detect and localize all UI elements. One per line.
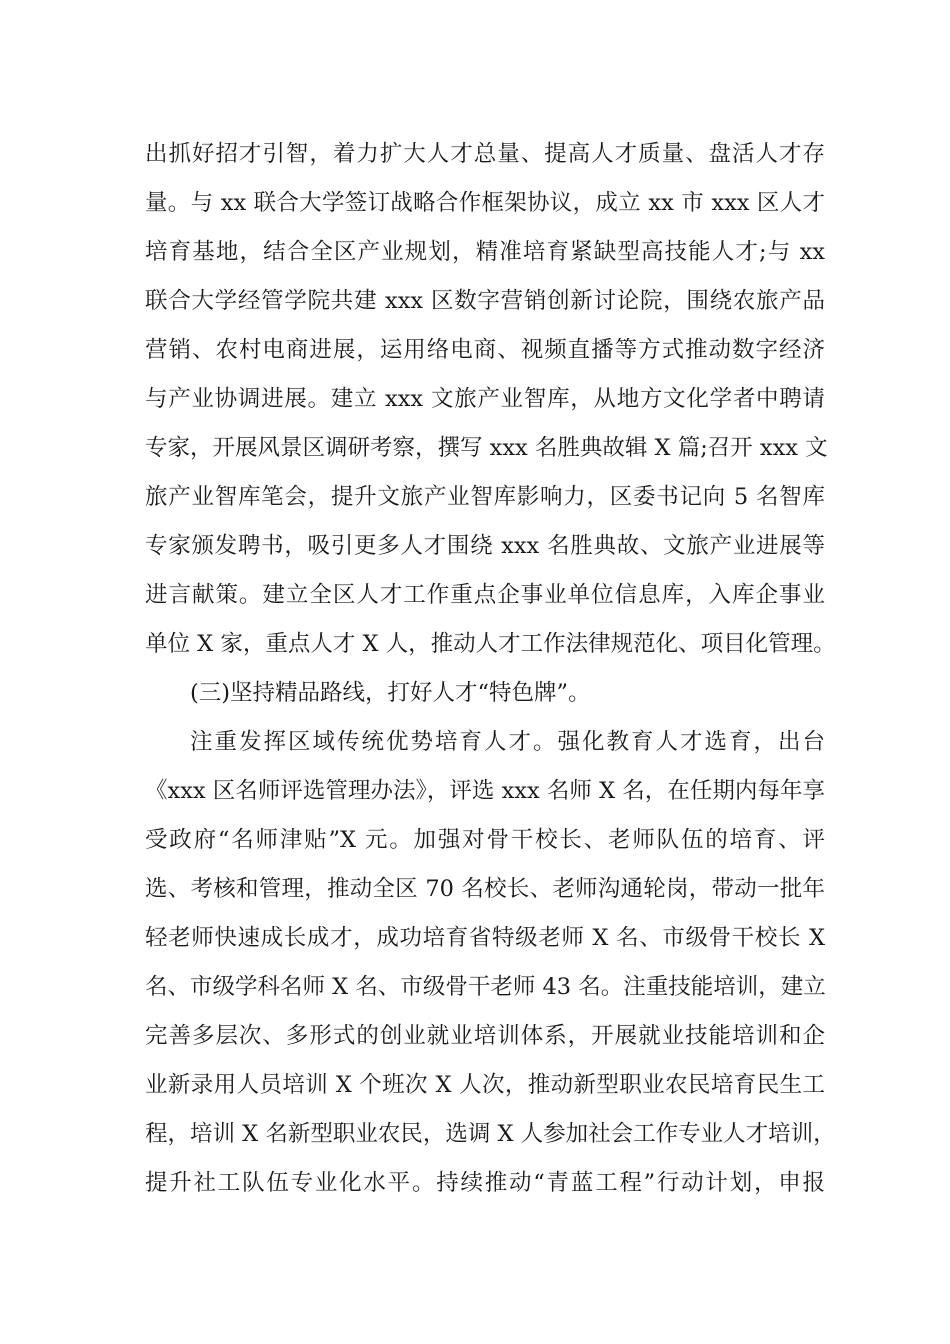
section-heading: (三)坚持精品路线，打好人才“特色牌”。 bbox=[190, 680, 591, 706]
paragraph-line: 联合大学经管学院共建 xxx 区数字营销创新讨论院，围绕农旅产品 bbox=[145, 288, 825, 314]
paragraph-line: 培育基地，结合全区产业规划，精准培育紧缺型高技能人才;与 xx bbox=[145, 239, 825, 265]
paragraph-line: 《xxx 区名师评选管理办法》，评选 xxx 名师 X 名，在任期内每年享 bbox=[145, 778, 825, 804]
paragraph-line: 进言献策。建立全区人才工作重点企事业单位信息库，入库企事业 bbox=[145, 582, 825, 608]
paragraph-line: 专家颁发聘书，吸引更多人才围绕 xxx 名胜典故、文旅产业进展等 bbox=[145, 533, 825, 559]
paragraph-line: 程，培训 X 名新型职业农民，选调 X 人参加社会工作专业人才培训， bbox=[145, 1121, 836, 1147]
paragraph-line: 单位 X 家，重点人才 X 人，推动人才工作法律规范化、项目化管理。 bbox=[145, 631, 836, 657]
paragraph-line: 名、市级学科名师 X 名、市级骨干老师 43 名。注重技能培训，建立 bbox=[145, 974, 826, 1000]
paragraph-line: 业新录用人员培训 X 个班次 X 人次，推动新型职业农民培育民生工 bbox=[145, 1072, 825, 1098]
paragraph-line: 营销、农村电商进展，运用络电商、视频直播等方式推动数字经济 bbox=[145, 337, 825, 363]
paragraph-line: 提升社工队伍专业化水平。持续推动“青蓝工程”行动计划，申报 bbox=[145, 1170, 825, 1196]
paragraph-line: 出抓好招才引智，着力扩大人才总量、提高人才质量、盘活人才存 bbox=[145, 141, 825, 167]
paragraph-line: 完善多层次、多形式的创业就业培训体系，开展就业技能培训和企 bbox=[145, 1023, 825, 1049]
paragraph-line: 专家，开展风景区调研考察，撰写 xxx 名胜典故辑 X 篇;召开 xxx 文 bbox=[145, 435, 828, 461]
paragraph-line: 轻老师快速成长成才，成功培育省特级老师 X 名、市级骨干校长 X bbox=[145, 925, 825, 951]
paragraph-line: 选、考核和管理，推动全区 70 名校长、老师沟通轮岗，带动一批年 bbox=[145, 876, 825, 902]
paragraph-line: 注重发挥区域传统优势培育人才。强化教育人才选育，出台 bbox=[190, 729, 825, 755]
paragraph-line: 受政府“名师津贴”X 元。加强对骨干校长、老师队伍的培育、评 bbox=[145, 827, 825, 853]
paragraph-line: 旅产业智库笔会，提升文旅产业智库影响力，区委书记向 5 名智库 bbox=[145, 484, 825, 510]
paragraph-line: 量。与 xx 联合大学签订战略合作框架协议，成立 xx 市 xxx 区人才 bbox=[145, 190, 825, 216]
paragraph-line: 与产业协调进展。建立 xxx 文旅产业智库，从地方文化学者中聘请 bbox=[145, 386, 825, 412]
